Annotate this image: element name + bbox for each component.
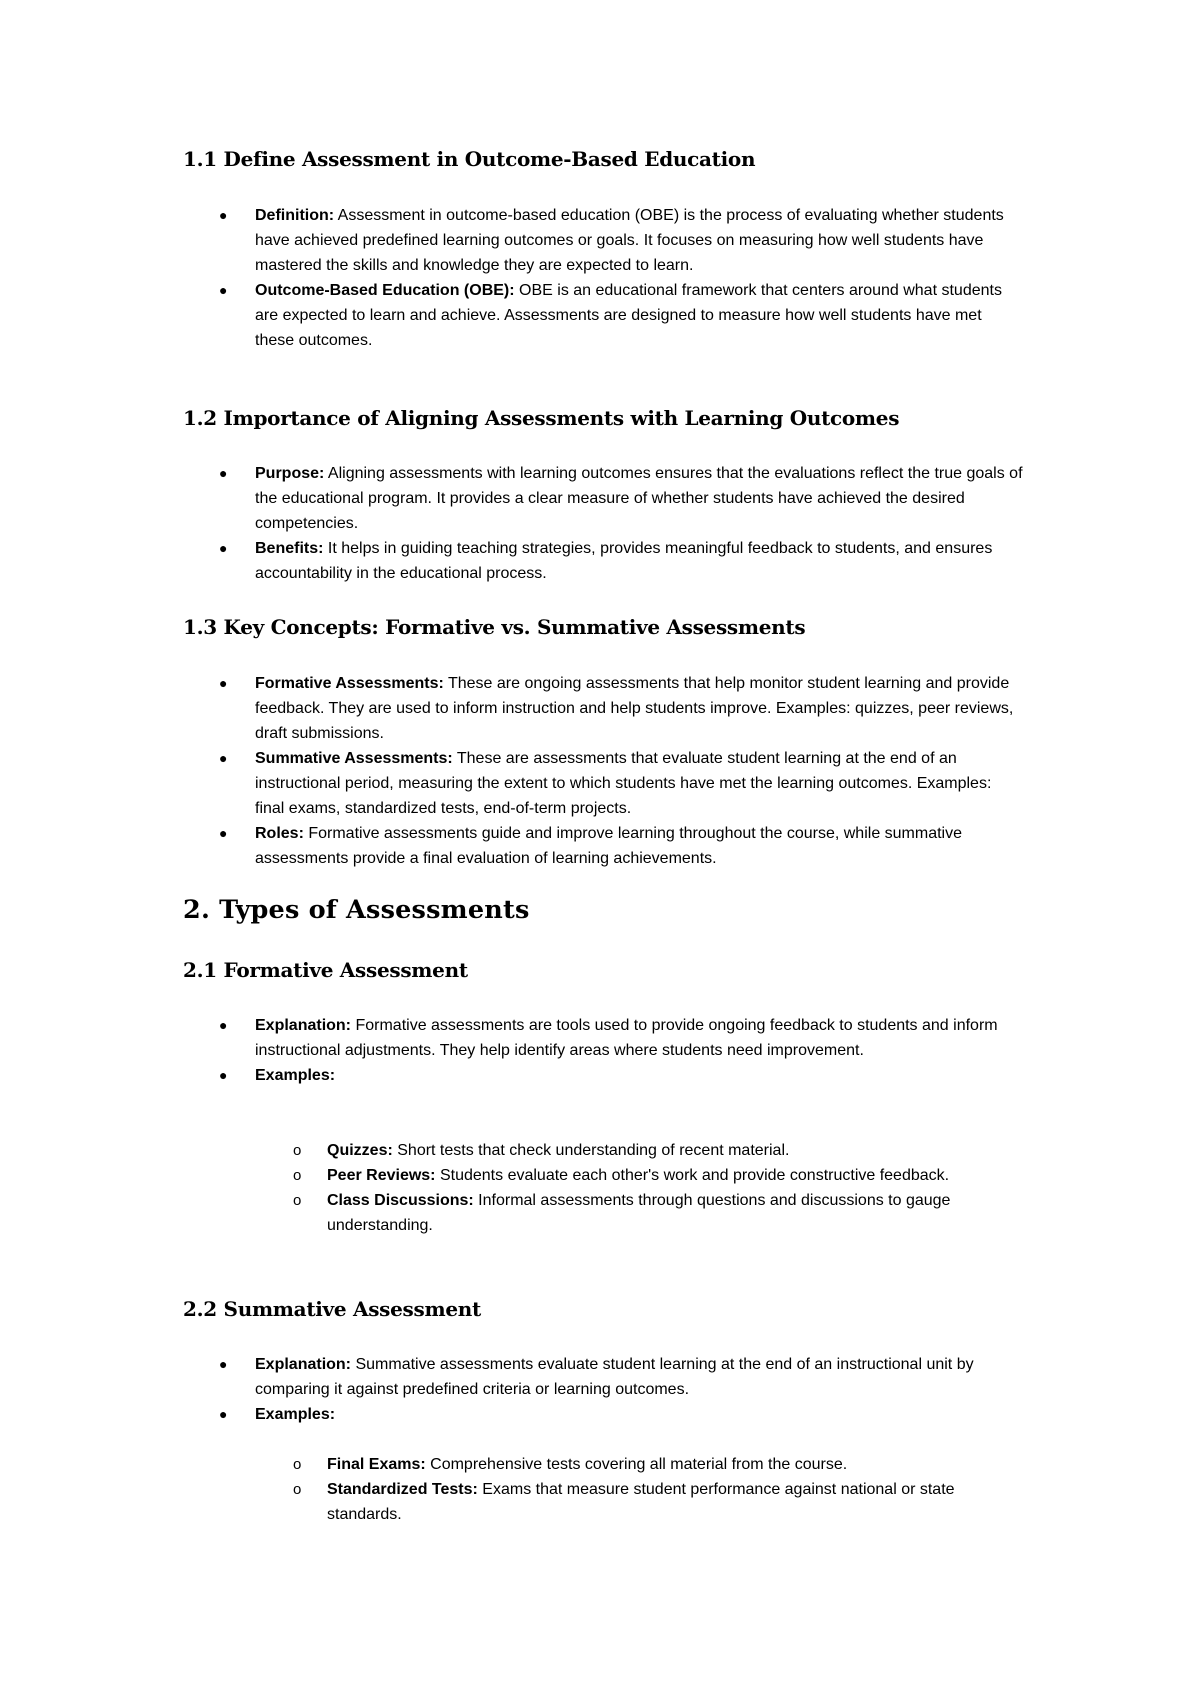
list-item [0,1013,1025,1063]
list-item [0,203,1025,278]
bullet-icon: ● [219,207,228,223]
circle-bullet-icon: o [293,1142,302,1159]
bullet-icon: ● [219,1356,228,1372]
bullet-icon: ● [219,825,228,841]
list-1-2 [0,461,1025,586]
item-term: Roles: [255,825,304,842]
item-term: Outcome-Based Education (OBE): [255,282,515,299]
item-text: Formative assessments are tools used to provide ongoing feedback to students and inform instructional adjustments. They help identify areas where students need improvement. [255,1017,998,1059]
item-term: Definition: [255,207,335,224]
item-text: Comprehensive tests covering all material from the course. [425,1456,848,1473]
item-text: Summative assessments evaluate student learning at the end of an instructional unit by comparing it against predefined criteria or learning outcomes. [255,1356,974,1398]
bullet-icon: ● [219,465,228,481]
item-text: Aligning assessments with learning outcomes ensures that the evaluations reflect the true goals of the educational program. It provides a clear measure of whether students have achieved the desired competencies. [255,465,1023,532]
bullet-icon: ● [219,540,228,556]
sub-list-item [0,1138,1024,1163]
list-1-3 [0,671,1025,871]
item-text: Assessment in outcome-based education (OBE) is the process of evaluating whether students have achieved predefined learning outcomes or goals. It focuses on measuring how well students have mastered the skills and knowledge they are expected to learn. [255,207,1004,274]
sub-list-item [0,1477,1024,1527]
list-item [0,821,1025,871]
item-term: Class Discussions: [327,1192,474,1209]
heading-2: 2. Types of Assessments [183,895,530,925]
heading-1-1: 1.1 Define Assessment in Outcome-Based Education [183,147,756,171]
bullet-icon: ● [219,675,228,691]
heading-1-2: 1.2 Importance of Aligning Assessments with Learning Outcomes [183,406,900,430]
heading-2-1: 2.1 Formative Assessment [183,958,468,982]
item-term: Peer Reviews: [327,1167,436,1184]
item-text: These are ongoing assessments that help monitor student learning and provide feedback. They are used to inform instruction and help students improve. Examples: quizzes, peer reviews, draft submissions. [255,675,1014,742]
list-item [0,278,1025,353]
sublist-2-1 [0,1138,1024,1238]
list-2-1 [0,1013,1025,1088]
circle-bullet-icon: o [293,1456,302,1473]
item-text: Exams that measure student performance against national or state standards. [327,1481,955,1523]
list-item [0,671,1025,746]
item-text: These are assessments that evaluate student learning at the end of an instructional period, measuring the extent to which students have met the learning outcomes. Examples: final exams, standardized tests, end-of-term projects. [255,750,992,817]
item-term: Final Exams: [327,1456,426,1473]
bullet-icon: ● [219,282,228,298]
sublist-2-2 [0,1452,1024,1527]
list-item [0,461,1025,536]
bullet-icon: ● [219,1017,228,1033]
list-1-1 [0,203,1025,353]
item-term: Standardized Tests: [327,1481,478,1498]
item-term: Explanation: [255,1017,352,1034]
item-term: Examples: [255,1406,336,1423]
bullet-icon: ● [219,750,228,766]
bullet-icon: ● [219,1067,228,1083]
item-term: Examples: [255,1067,336,1084]
bullet-icon: ● [219,1406,228,1422]
circle-bullet-icon: o [293,1481,302,1498]
heading-2-2: 2.2 Summative Assessment [183,1297,481,1321]
list-item [0,536,1025,586]
item-text: Formative assessments guide and improve learning throughout the course, while summative assessments provide a final evaluation of learning achievements. [255,825,963,867]
item-text: Informal assessments through questions and discussions to gauge understanding. [327,1192,951,1234]
item-term: Benefits: [255,540,324,557]
item-text: Short tests that check understanding of recent material. [392,1142,790,1159]
list-item [0,1352,1025,1402]
item-term: Explanation: [255,1356,352,1373]
sub-list-item [0,1163,1024,1188]
item-term: Purpose: [255,465,325,482]
list-2-2 [0,1352,1025,1427]
list-item [0,1402,1025,1427]
list-item [0,746,1025,821]
list-item [0,1063,1025,1088]
item-term: Formative Assessments: [255,675,444,692]
heading-1-3: 1.3 Key Concepts: Formative vs. Summative Assessments [183,615,806,639]
item-text: Students evaluate each other's work and provide constructive feedback. [435,1167,950,1184]
sub-list-item [0,1188,1024,1238]
circle-bullet-icon: o [293,1192,302,1209]
item-term: Summative Assessments: [255,750,453,767]
circle-bullet-icon: o [293,1167,302,1184]
item-text: It helps in guiding teaching strategies, provides meaningful feedback to students, and ensures accountability in the educational process. [255,540,993,582]
item-text: OBE is an educational framework that centers around what students are expected to learn and achieve. Assessments are designed to measure how well students have met these outcomes. [255,282,1002,349]
sub-list-item [0,1452,1024,1477]
item-term: Quizzes: [327,1142,393,1159]
